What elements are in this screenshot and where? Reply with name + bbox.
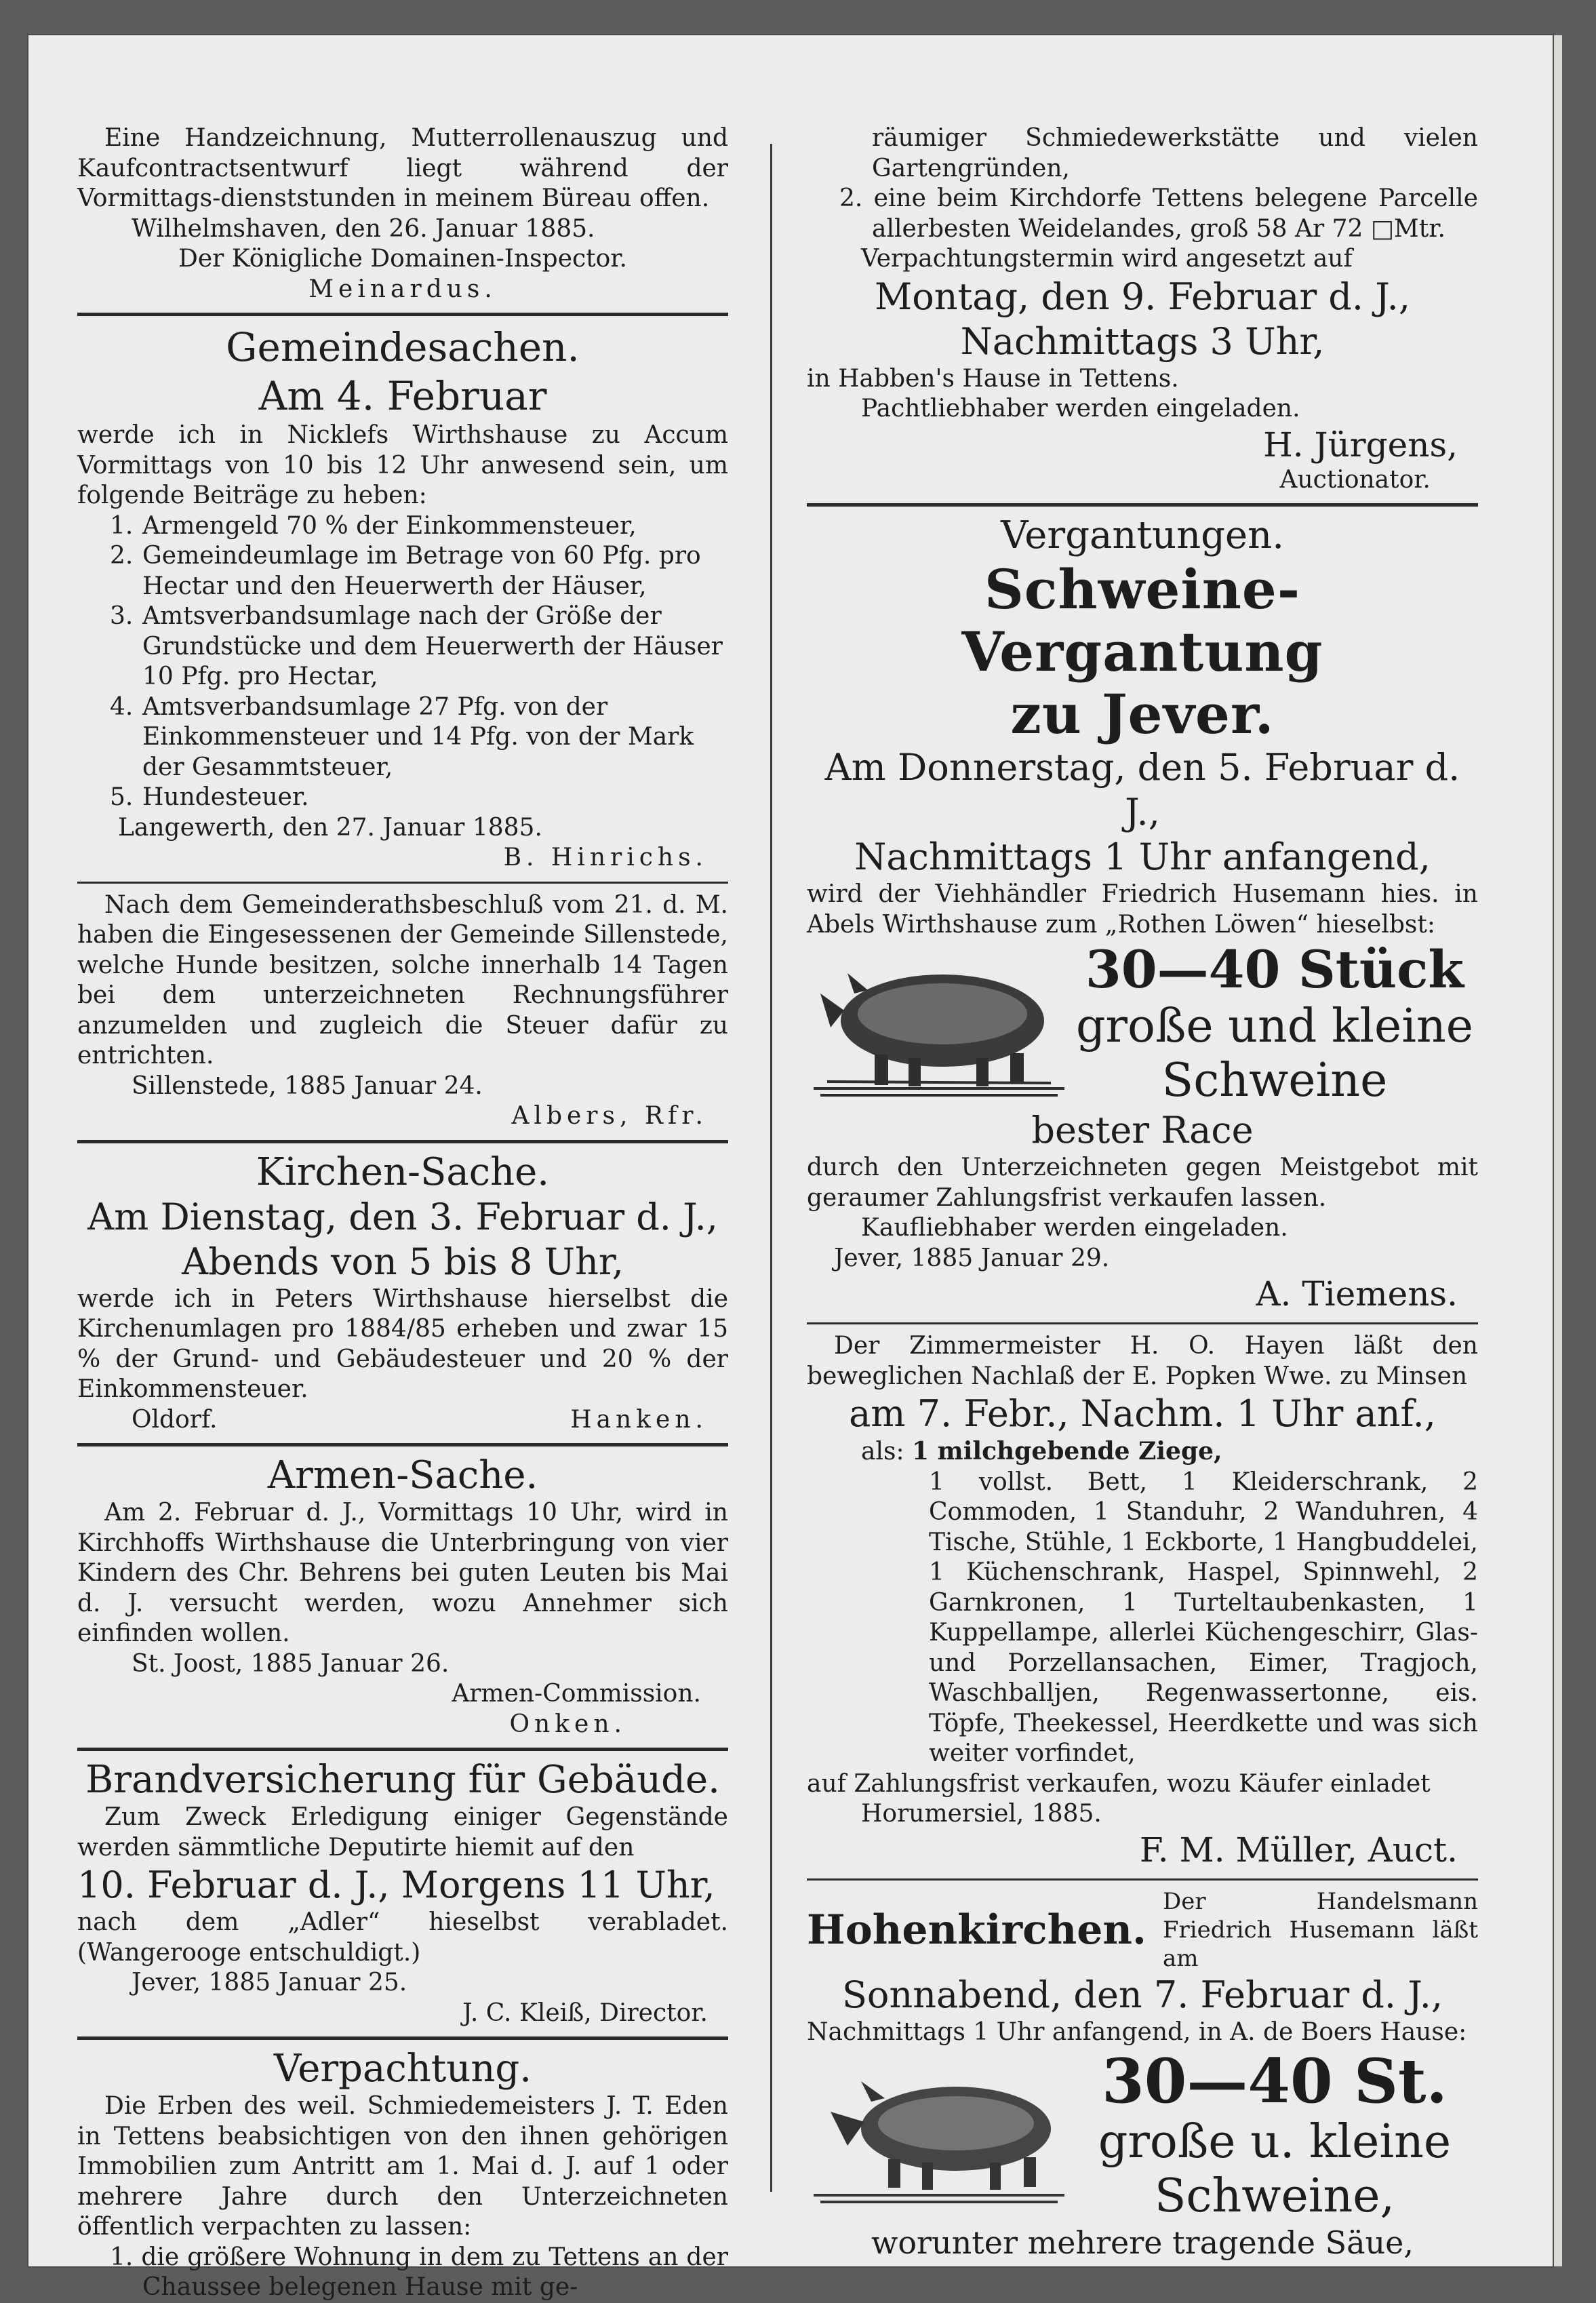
ver-text: Die Erben des weil. Schmiedemeisters J. T. Eden in Tettens beabsichtigen von den ihnen gehörigen Immobilien zum Antritt am 1. Mai d. J. auf 1 oder mehrere Jahre durch den Unterzeichneten öffentlich verpachten zu lassen: — [77, 2092, 728, 2241]
kirch-text: werde ich in Peters Wirthshause hierselbst die Kirchenumlagen pro 1884/85 erheben und zwar 15 % der Grund- und Gebäudesteuer und 20 % der Einkommensteuer. — [77, 1284, 728, 1403]
gem-list — [77, 511, 728, 813]
hund-signature: Albers, Rfr. — [511, 1102, 708, 1130]
zim-als: als: — [861, 1438, 904, 1465]
hoh-time: Nachmittags 1 Uhr anfangend, in A. de Boers Hause: — [807, 2017, 1467, 2046]
section-title-armen: Armen-Sache. — [267, 1453, 538, 1497]
armen-office: Armen-Commission. — [452, 1680, 701, 1708]
ver-where: in Habben's Hause in Tettens. — [807, 364, 1179, 393]
armen-signature: Onken. — [509, 1710, 626, 1738]
hund-text: Nach dem Gemeinderathsbeschluß vom 21. d. M. haben die Eingesessenen der Gemeinde Sillenstede, welche Hunde besitzen, solche innerhalb 14 Tagen bei dem unterzeichneten Rechnungsführer anzumelden und zugleich die Steuer dafür zu entrichten. — [77, 890, 728, 1069]
intro-office: Der Königliche Domainen-Inspector. — [178, 245, 627, 273]
schw-count: 30—40 Stück — [1085, 939, 1464, 1000]
zim-date: am 7. Febr., Nachm. 1 Uhr anf., — [849, 1392, 1436, 1435]
list-item: 1. Armengeld 70 % der Einkommensteuer, — [110, 511, 637, 540]
ver-signature: H. Jürgens, — [1263, 425, 1458, 465]
divider — [77, 313, 728, 316]
schw-place: Jever, 1885 Januar 29. — [834, 1244, 1110, 1272]
section-title-kirchen: Kirchen-Sache. — [256, 1149, 550, 1194]
schw-signature: A. Tiemens. — [1256, 1274, 1458, 1314]
divider — [77, 1140, 728, 1143]
divider — [807, 503, 1478, 507]
gem-place: Langewerth, den 27. Januar 1885. — [118, 813, 542, 842]
pig-ad-2 — [807, 2047, 1478, 2224]
brand-text-2: nach dem „Adler“ hieselbst verabladet. (Wangerooge entschuldigt.) — [77, 1908, 728, 1967]
hoh-text: Der Handelsmann Friedrich Husemann läßt am — [1162, 1887, 1478, 1972]
schw-title: Schweine-Vergantung — [961, 557, 1323, 684]
ver-signature-role: Auctionator. — [1279, 465, 1431, 494]
pig-ad-1 — [807, 940, 1478, 1108]
brand-place: Jever, 1885 Januar 25. — [132, 1969, 407, 1996]
schw-text-2: durch den Unterzeichneten gegen Meistgebot mit geraumer Zahlungsfrist verkaufen lassen. — [807, 1154, 1478, 1212]
brand-date: 10. Februar d. J., Morgens 11 Uhr, — [77, 1864, 715, 1906]
schw-date: Am Donnerstag, den 5. Februar d. J., — [824, 746, 1460, 833]
kirch-date: Am Dienstag, den 3. Februar d. J., — [87, 1195, 718, 1238]
schw-time: Nachmittags 1 Uhr anfangend, — [854, 835, 1431, 878]
armen-place: St. Joost, 1885 Januar 26. — [132, 1649, 450, 1678]
kirch-footer — [77, 1405, 728, 1436]
ver-date: Montag, den 9. Februar d. J., — [874, 275, 1410, 318]
divider — [77, 1748, 728, 1751]
zim-text-2: auf Zahlungsfrist verkaufen, wozu Käufer einladet — [807, 1769, 1431, 1798]
intro-place: Wilhelmshaven, den 26. Januar 1885. — [132, 214, 595, 243]
right-column — [807, 123, 1478, 2262]
intro-text: Eine Handzeichnung, Mutterrollenauszug und Kaufcontractsentwurf liegt während der Vormittags-dienststunden in meinem Büreau offen. — [77, 124, 728, 212]
zim-list: 1 vollst. Bett, 1 Kleiderschrank, 2 Commoden, 1 Standuhr, 2 Wanduhren, 4 Tische, Stühle, 1 Eckborte, 1 Hangbuddelei, 1 Küchenschrank, Haspel, Spinnwehl, 2 Garnkronen, 1 Turteltaubenkasten, 1 Kuppellampe, allerlei Küchengeschirr, Glas- und Porzellansachen, Eimer, Tragjoch, Waschballjen, Regenwassertonne, eis. Töpfe, Theekessel, Heerdkette und was sich weiter vorfindet, — [929, 1468, 1478, 1767]
kirch-time: Abends von 5 bis 8 Uhr, — [182, 1240, 624, 1283]
section-title-gemeindesachen: Gemeindesachen. — [226, 324, 580, 370]
gem-text: werde ich in Nicklefs Wirthshause zu Accum Vormittags von 10 bis 12 Uhr anwesend sein, um folgende Beiträge zu heben: — [77, 421, 728, 509]
hoh-note: worunter mehrere tragende Säue, — [871, 2224, 1414, 2261]
newspaper-page — [28, 35, 1553, 2301]
hoh-header — [807, 1887, 1478, 1973]
zim-goat-line — [807, 1436, 1478, 1468]
section-title-verpachtung: Verpachtung. — [273, 2047, 532, 2091]
hoh-date: Sonnabend, den 7. Februar d. J., — [841, 1973, 1443, 2016]
brand-signature: J. C. Kleiß, Director. — [462, 1999, 708, 2027]
zim-goat: 1 milchgebende Ziege, — [912, 1437, 1222, 1465]
gem-signature: B. Hinrichs. — [503, 844, 708, 871]
divider — [77, 1443, 728, 1446]
hoh-kind: große u. kleine — [1098, 2115, 1452, 2169]
pig-ad-1-text — [1071, 940, 1478, 1108]
zim-signature: F. M. Müller, Auct. — [1139, 1830, 1458, 1870]
gem-date: Am 4. Februar — [258, 373, 547, 419]
zim-text: Der Zimmermeister H. O. Hayen läßt den beweglichen Nachlaß der E. Popken Wwe. zu Minsen — [807, 1332, 1478, 1390]
ver-term: Verpachtungstermin wird angesetzt auf — [861, 245, 1353, 273]
ver-continued: räumiger Schmiedewerkstätte und vielen Gartengründen, — [872, 124, 1478, 182]
schw-text: wird der Viehhändler Friedrich Husemann hies. in Abels Wirthshause zum „Rothen Löwen“ hieselbst: — [807, 880, 1478, 939]
hoh-word: Schweine, — [1154, 2169, 1395, 2223]
section-title-brand: Brandversicherung für Gebäude. — [85, 1758, 720, 1802]
list-item: 3. Amtsverbandsumlage nach der Größe der Grundstücke und dem Heuerwerth der Häuser 10 Pfg. pro Hectar, — [110, 602, 723, 690]
armen-text: Am 2. Februar d. J., Vormittags 10 Uhr, wird in Kirchhoffs Wirthshause die Unterbringung von vier Kindern des Chr. Behrens bei guten Leuten bis Mai d. J. versucht werden, wozu Annehmer sich einfinden wollen. — [77, 1499, 728, 1647]
schw-race: bester Race — [1031, 1109, 1254, 1152]
ver-item-2: 2. eine beim Kirchdorfe Tettens belegene Parcelle allerbesten Weidelandes, groß 58 Ar 72 □Mtr. — [839, 184, 1478, 243]
divider — [807, 1878, 1478, 1881]
hoh-place: Hohenkirchen. — [807, 1906, 1146, 1954]
left-column — [77, 123, 728, 2303]
hund-place: Sillenstede, 1885 Januar 24. — [132, 1071, 483, 1100]
brand-text: Zum Zweck Erledigung einiger Gegenstände werden sämmtliche Deputirte hiemit auf den — [77, 1803, 728, 1862]
ver-item-1: 1. die größere Wohnung in dem zu Tettens an der Chaussee belegenen Hause mit ge- — [110, 2243, 728, 2301]
list-item: 2. Gemeindeumlage im Betrage von 60 Pfg. pro Hectar und den Heuerwerth der Häuser, — [110, 542, 701, 600]
pig-engraving-icon — [807, 2061, 1071, 2210]
section-title-vergantungen: Vergantungen. — [1000, 513, 1284, 557]
pig-engraving-icon — [807, 946, 1071, 1102]
ver-time: Nachmittags 3 Uhr, — [960, 319, 1325, 363]
divider — [807, 1322, 1478, 1324]
divider — [77, 2036, 728, 2040]
kirch-place: Oldorf. — [132, 1405, 218, 1434]
column-divider — [770, 144, 772, 2192]
ver-invite: Pachtliebhaber werden eingeladen. — [861, 395, 1300, 422]
pig-ad-2-text — [1071, 2047, 1478, 2224]
divider — [77, 882, 728, 884]
schw-place-big: zu Jever. — [1010, 682, 1275, 746]
intro-signature: Meinardus. — [308, 275, 497, 303]
schw-invite: Kaufliebhaber werden eingeladen. — [861, 1214, 1288, 1242]
list-item: 4. Amtsverbandsumlage 27 Pfg. von der Einkommensteuer und 14 Pfg. von der Mark der Gesammtsteuer, — [110, 692, 694, 781]
schw-word: Schweine — [1161, 1054, 1388, 1107]
list-item: 5. Hundesteuer. — [110, 783, 309, 811]
kirch-signature: Hanken. — [570, 1405, 708, 1434]
schw-kind: große und kleine — [1076, 1000, 1473, 1053]
zim-place: Horumersiel, 1885. — [861, 1800, 1102, 1828]
hoh-count: 30—40 St. — [1102, 2045, 1448, 2117]
